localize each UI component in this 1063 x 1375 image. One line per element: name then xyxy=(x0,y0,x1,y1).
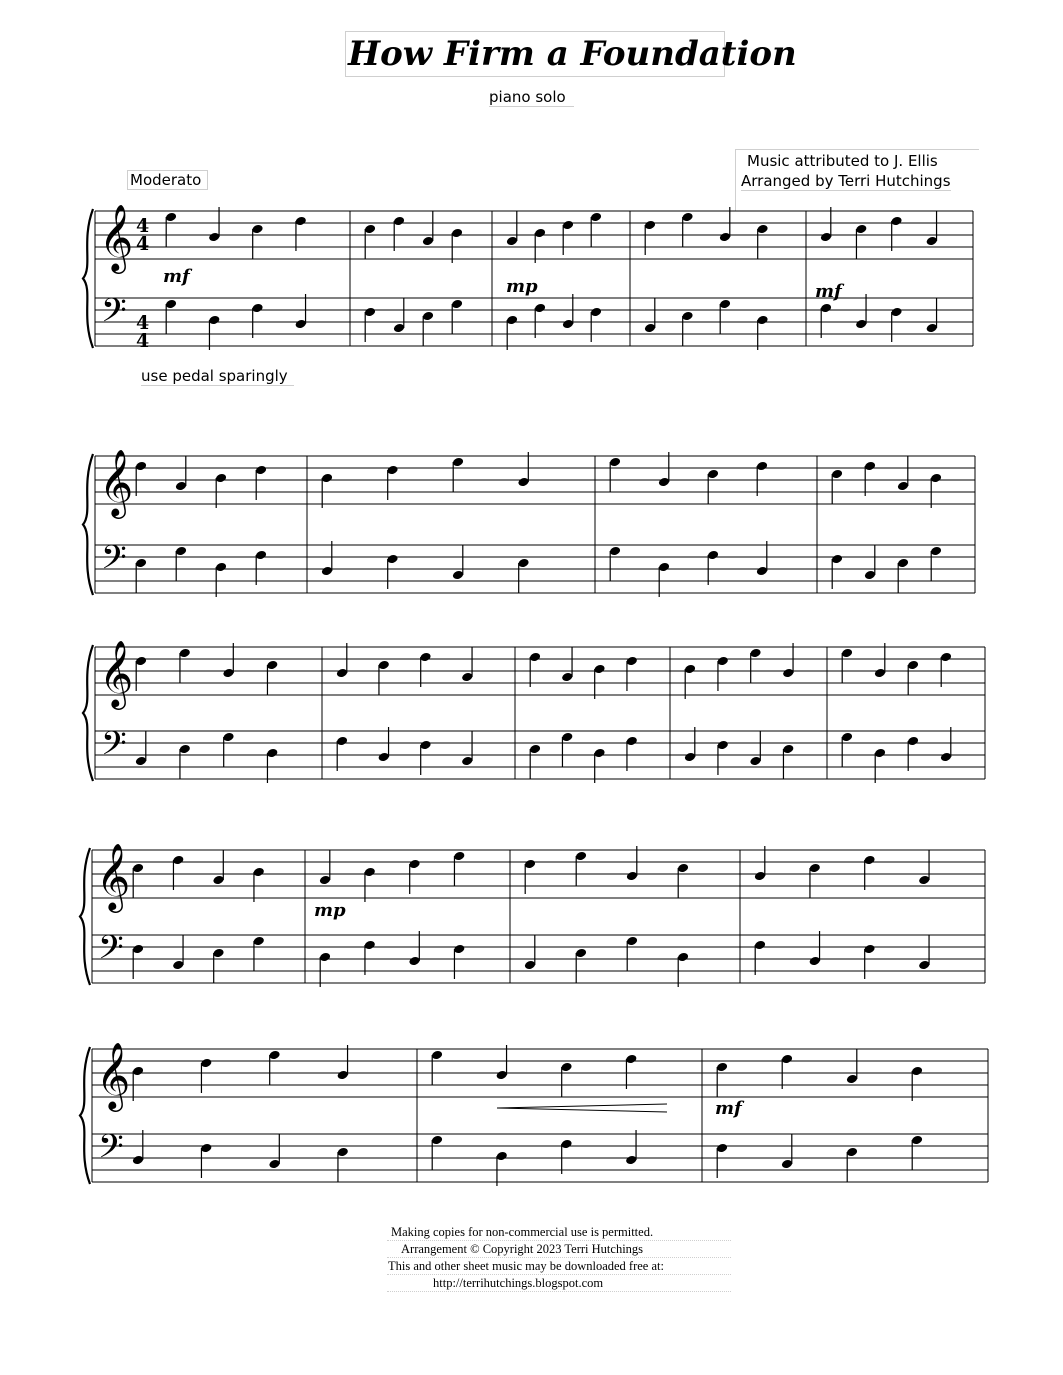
bass-clef-icon: 𝄢 xyxy=(101,292,127,338)
treble-clef-icon: 𝄞 xyxy=(96,842,131,910)
staff-system xyxy=(83,448,975,595)
treble-clef-icon: 𝄞 xyxy=(99,639,134,707)
copyright-footer xyxy=(387,1224,731,1292)
bass-clef-icon: 𝄢 xyxy=(98,1128,124,1174)
dynamic-marking: mf xyxy=(715,1098,742,1119)
page-title: How Firm a Foundation xyxy=(348,34,797,74)
footer-line: Arrangement © Copyright 2023 Terri Hutchings xyxy=(387,1241,731,1258)
treble-clef-icon: 𝄞 xyxy=(96,1041,131,1109)
footer-line: Making copies for non-commercial use is permitted. xyxy=(387,1224,731,1241)
bass-clef-icon: 𝄢 xyxy=(101,725,127,771)
subtitle: piano solo xyxy=(489,88,574,107)
brace xyxy=(83,645,93,781)
treble-clef-icon: 𝄞 xyxy=(99,448,134,516)
time-sig-bottom-treble: 4 xyxy=(136,233,150,255)
composer-credit: Music attributed to J. Ellis xyxy=(747,152,938,170)
footer-line: This and other sheet music may be downloaded free at: xyxy=(387,1258,731,1275)
staff-system xyxy=(83,203,973,348)
brace xyxy=(80,848,90,985)
time-sig-top-treble: 4 xyxy=(136,215,150,237)
decrescendo-hairpin xyxy=(497,1104,667,1112)
treble-clef-icon: 𝄞 xyxy=(99,203,134,271)
dynamic-marking: mf xyxy=(163,266,190,287)
time-sig-bottom-bass: 4 xyxy=(136,330,150,352)
staff-system xyxy=(80,1041,988,1184)
pedal-instruction: use pedal sparingly xyxy=(141,367,294,386)
brace xyxy=(80,1047,90,1184)
dynamic-marking: mp xyxy=(314,900,346,921)
brace xyxy=(83,454,93,595)
time-sig-top-bass: 4 xyxy=(136,312,150,334)
dynamic-marking: mf xyxy=(815,281,842,302)
bass-clef-icon: 𝄢 xyxy=(98,929,124,975)
brace xyxy=(83,209,93,348)
dynamic-marking: mp xyxy=(506,276,538,297)
arranger-credit: Arranged by Terri Hutchings xyxy=(741,172,951,190)
footer-link[interactable]: http://terrihutchings.blogspot.com xyxy=(387,1275,731,1292)
tempo-marking: Moderato xyxy=(127,170,208,190)
bass-clef-icon: 𝄢 xyxy=(101,539,127,585)
